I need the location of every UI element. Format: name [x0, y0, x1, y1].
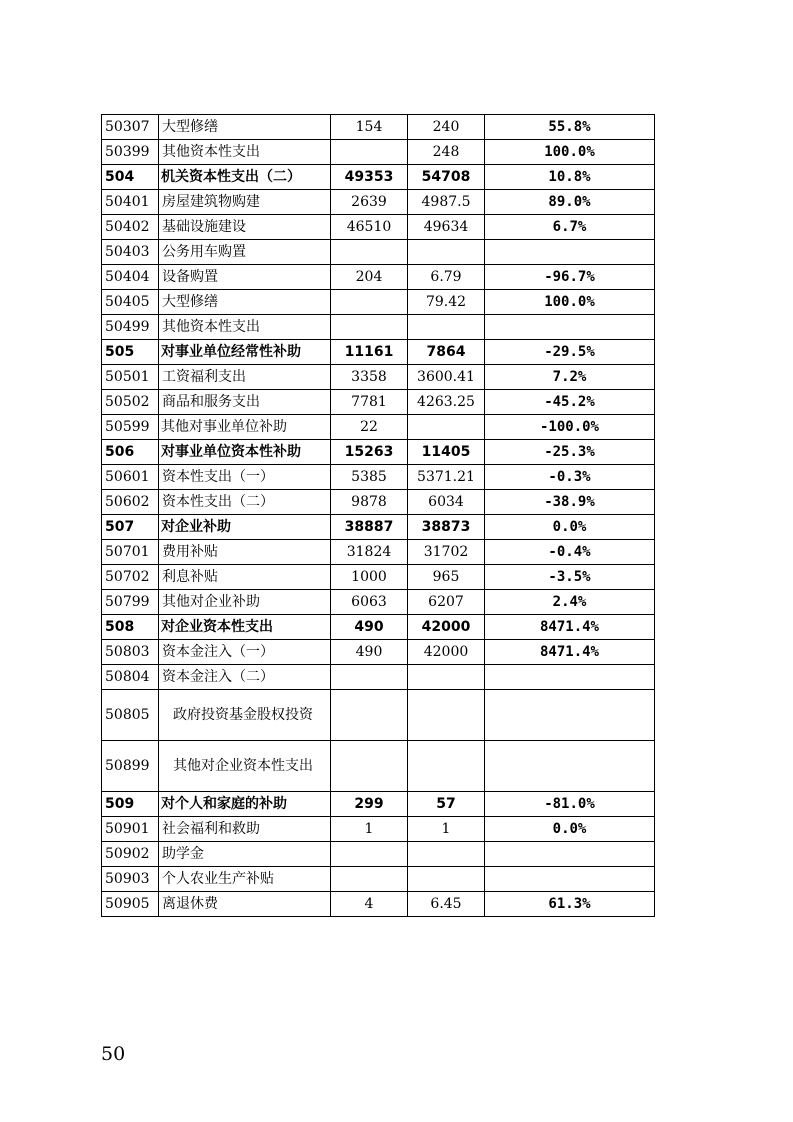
row-change: 8471.4%: [485, 615, 655, 640]
row-change: -3.5%: [485, 565, 655, 590]
row-curr-amount: 54708: [408, 165, 485, 190]
row-prev-amount: 46510: [331, 215, 408, 240]
row-code: 50404: [102, 265, 159, 290]
row-change: -45.2%: [485, 390, 655, 415]
table-row: [102, 817, 655, 842]
row-prev-amount: [331, 665, 408, 690]
row-name: 社会福利和救助: [159, 817, 331, 842]
row-change: 0.0%: [485, 817, 655, 842]
row-change: -25.3%: [485, 440, 655, 465]
row-name: 对事业单位资本性补助: [159, 440, 331, 465]
row-curr-amount: [408, 690, 485, 741]
row-change: -0.3%: [485, 465, 655, 490]
row-code: 50804: [102, 665, 159, 690]
row-code: 50501: [102, 365, 159, 390]
row-name: 机关资本性支出（二）: [159, 165, 331, 190]
row-curr-amount: 11405: [408, 440, 485, 465]
row-code: 50602: [102, 490, 159, 515]
row-prev-amount: 49353: [331, 165, 408, 190]
row-name: 公务用车购置: [159, 240, 331, 265]
row-curr-amount: [408, 665, 485, 690]
row-name: 对企业资本性支出: [159, 615, 331, 640]
row-name: 基础设施建设: [159, 215, 331, 240]
row-prev-amount: 3358: [331, 365, 408, 390]
row-change: [485, 867, 655, 892]
row-name: 助学金: [159, 842, 331, 867]
row-prev-amount: 6063: [331, 590, 408, 615]
row-change: 61.3%: [485, 892, 655, 917]
row-change: [485, 842, 655, 867]
row-name: 对个人和家庭的补助: [159, 792, 331, 817]
row-code: 50799: [102, 590, 159, 615]
table-row: [102, 490, 655, 515]
row-code: 50405: [102, 290, 159, 315]
table-row: [102, 415, 655, 440]
row-prev-amount: 490: [331, 640, 408, 665]
row-change: 7.2%: [485, 365, 655, 390]
table-row: [102, 515, 655, 540]
row-curr-amount: 1: [408, 817, 485, 842]
row-change: -96.7%: [485, 265, 655, 290]
row-name: 费用补贴: [159, 540, 331, 565]
row-change: -29.5%: [485, 340, 655, 365]
row-code: 50803: [102, 640, 159, 665]
row-code: 50901: [102, 817, 159, 842]
row-code: 50701: [102, 540, 159, 565]
row-code: 508: [102, 615, 159, 640]
row-prev-amount: 299: [331, 792, 408, 817]
row-prev-amount: [331, 690, 408, 741]
table-row: [102, 540, 655, 565]
row-code: 50902: [102, 842, 159, 867]
row-curr-amount: [408, 315, 485, 340]
row-change: 100.0%: [485, 140, 655, 165]
row-prev-amount: 7781: [331, 390, 408, 415]
row-code: 50903: [102, 867, 159, 892]
row-code: 50599: [102, 415, 159, 440]
row-change: [485, 240, 655, 265]
row-name: 房屋建筑物购建: [159, 190, 331, 215]
row-curr-amount: [408, 842, 485, 867]
table-row: [102, 115, 655, 140]
row-name: 资本金注入（二）: [159, 665, 331, 690]
row-prev-amount: 9878: [331, 490, 408, 515]
row-prev-amount: [331, 741, 408, 792]
row-curr-amount: 38873: [408, 515, 485, 540]
row-curr-amount: 5371.21: [408, 465, 485, 490]
row-curr-amount: 6.45: [408, 892, 485, 917]
row-name: 大型修缮: [159, 290, 331, 315]
row-change: [485, 315, 655, 340]
table-row: [102, 265, 655, 290]
row-name: 工资福利支出: [159, 365, 331, 390]
row-curr-amount: 240: [408, 115, 485, 140]
row-prev-amount: [331, 240, 408, 265]
row-prev-amount: 490: [331, 615, 408, 640]
table-row: [102, 290, 655, 315]
row-change: 0.0%: [485, 515, 655, 540]
row-curr-amount: 6034: [408, 490, 485, 515]
row-name: 资本性支出（二）: [159, 490, 331, 515]
row-curr-amount: 49634: [408, 215, 485, 240]
row-code: 50499: [102, 315, 159, 340]
table-row: [102, 340, 655, 365]
table-row: [102, 792, 655, 817]
row-curr-amount: 4987.5: [408, 190, 485, 215]
row-curr-amount: 79.42: [408, 290, 485, 315]
table-row: [102, 215, 655, 240]
row-name: 利息补贴: [159, 565, 331, 590]
row-change: 55.8%: [485, 115, 655, 140]
row-code: 50399: [102, 140, 159, 165]
row-code: 50403: [102, 240, 159, 265]
row-change: -100.0%: [485, 415, 655, 440]
row-prev-amount: 11161: [331, 340, 408, 365]
row-change: 2.4%: [485, 590, 655, 615]
row-name: 设备购置: [159, 265, 331, 290]
row-name: 政府投资基金股权投资: [159, 690, 331, 741]
row-code: 50601: [102, 465, 159, 490]
row-prev-amount: 38887: [331, 515, 408, 540]
table-row: [102, 842, 655, 867]
budget-table: [101, 114, 655, 917]
table-row: [102, 665, 655, 690]
row-prev-amount: 5385: [331, 465, 408, 490]
table-row: [102, 640, 655, 665]
table-row: [102, 190, 655, 215]
table-row: [102, 867, 655, 892]
row-prev-amount: 22: [331, 415, 408, 440]
table-row: [102, 690, 655, 741]
table-row: [102, 615, 655, 640]
row-curr-amount: 57: [408, 792, 485, 817]
row-name: 对企业补助: [159, 515, 331, 540]
table-row: [102, 165, 655, 190]
row-curr-amount: 965: [408, 565, 485, 590]
table-body: [102, 115, 655, 917]
row-prev-amount: 2639: [331, 190, 408, 215]
row-name: 其他对企业资本性支出: [159, 741, 331, 792]
row-prev-amount: 1: [331, 817, 408, 842]
row-curr-amount: [408, 415, 485, 440]
row-prev-amount: 31824: [331, 540, 408, 565]
row-code: 50307: [102, 115, 159, 140]
row-change: 10.8%: [485, 165, 655, 190]
row-change: [485, 741, 655, 792]
row-code: 509: [102, 792, 159, 817]
table-row: [102, 315, 655, 340]
row-name: 其他对事业单位补助: [159, 415, 331, 440]
table-row: [102, 465, 655, 490]
row-code: 50899: [102, 741, 159, 792]
row-curr-amount: 6207: [408, 590, 485, 615]
row-code: 50402: [102, 215, 159, 240]
row-code: 506: [102, 440, 159, 465]
table-row: [102, 365, 655, 390]
row-curr-amount: 6.79: [408, 265, 485, 290]
row-curr-amount: [408, 240, 485, 265]
row-code: 50502: [102, 390, 159, 415]
row-change: -38.9%: [485, 490, 655, 515]
row-prev-amount: 4: [331, 892, 408, 917]
row-name: 资本性支出（一）: [159, 465, 331, 490]
page-number: 50: [101, 1043, 126, 1065]
row-curr-amount: 3600.41: [408, 365, 485, 390]
row-prev-amount: 204: [331, 265, 408, 290]
row-curr-amount: [408, 741, 485, 792]
row-code: 50805: [102, 690, 159, 741]
row-prev-amount: 154: [331, 115, 408, 140]
table-row: [102, 140, 655, 165]
row-code: 507: [102, 515, 159, 540]
table-row: [102, 390, 655, 415]
row-name: 商品和服务支出: [159, 390, 331, 415]
row-name: 其他资本性支出: [159, 315, 331, 340]
row-code: 50401: [102, 190, 159, 215]
row-curr-amount: [408, 867, 485, 892]
row-curr-amount: 248: [408, 140, 485, 165]
row-code: 50905: [102, 892, 159, 917]
row-prev-amount: [331, 140, 408, 165]
table-row: [102, 565, 655, 590]
row-prev-amount: [331, 842, 408, 867]
row-change: 8471.4%: [485, 640, 655, 665]
row-name: 资本金注入（一）: [159, 640, 331, 665]
row-name: 对事业单位经常性补助: [159, 340, 331, 365]
row-name: 大型修缮: [159, 115, 331, 140]
row-change: 89.0%: [485, 190, 655, 215]
row-prev-amount: 1000: [331, 565, 408, 590]
row-change: [485, 665, 655, 690]
table-row: [102, 892, 655, 917]
row-curr-amount: 7864: [408, 340, 485, 365]
row-change: -81.0%: [485, 792, 655, 817]
row-name: 其他对企业补助: [159, 590, 331, 615]
row-curr-amount: 42000: [408, 640, 485, 665]
row-curr-amount: 31702: [408, 540, 485, 565]
row-prev-amount: [331, 290, 408, 315]
row-name: 个人农业生产补贴: [159, 867, 331, 892]
row-code: 50702: [102, 565, 159, 590]
row-change: -0.4%: [485, 540, 655, 565]
row-code: 505: [102, 340, 159, 365]
row-prev-amount: [331, 315, 408, 340]
row-curr-amount: 4263.25: [408, 390, 485, 415]
row-name: 离退休费: [159, 892, 331, 917]
table-row: [102, 440, 655, 465]
row-curr-amount: 42000: [408, 615, 485, 640]
row-code: 504: [102, 165, 159, 190]
row-prev-amount: [331, 867, 408, 892]
row-name: 其他资本性支出: [159, 140, 331, 165]
row-change: 6.7%: [485, 215, 655, 240]
table-row: [102, 741, 655, 792]
table-row: [102, 590, 655, 615]
row-change: [485, 690, 655, 741]
row-prev-amount: 15263: [331, 440, 408, 465]
table-row: [102, 240, 655, 265]
row-change: 100.0%: [485, 290, 655, 315]
